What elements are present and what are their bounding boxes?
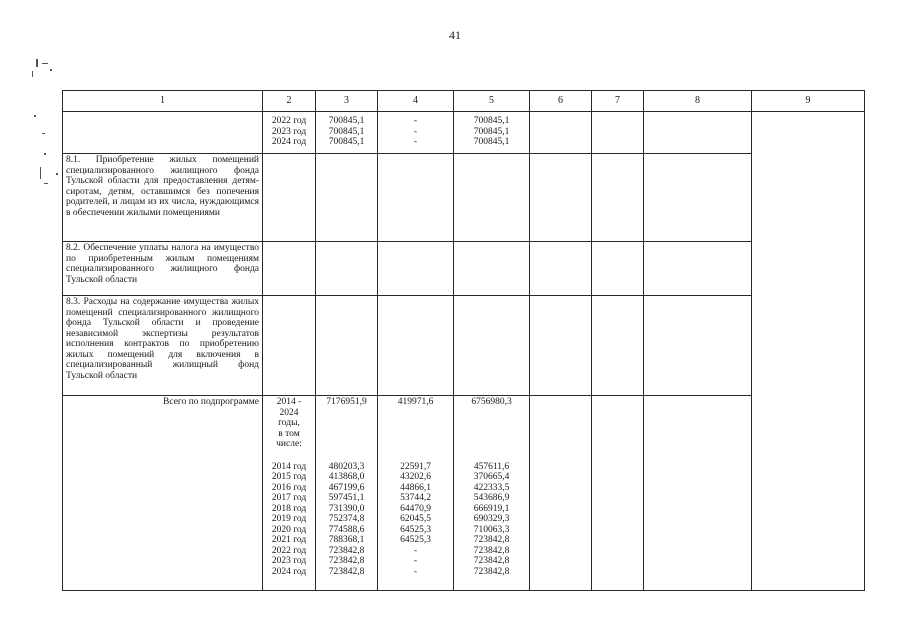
year-label: 2020 год	[271, 524, 307, 535]
amount-value: 543686,9	[473, 493, 510, 503]
amount-cell	[316, 396, 378, 591]
year-label: 2014 год	[271, 461, 307, 472]
amount-value: 64525,3	[400, 535, 431, 545]
amount-cell	[316, 112, 378, 154]
amount-value: 700845,1	[473, 126, 510, 137]
year-label: 2016 год	[271, 482, 307, 493]
amount-value: 43202,6	[400, 472, 431, 482]
column-header: 6	[530, 91, 592, 112]
year-label: 2021 год	[271, 535, 307, 545]
year-cell	[263, 112, 316, 154]
year-label: 2023 год	[271, 556, 307, 566]
amount-value: -	[413, 137, 418, 147]
amount-cell	[378, 396, 454, 591]
amount-value: 64525,3	[400, 524, 431, 535]
continuation-row	[63, 112, 865, 154]
amount-cell	[378, 112, 454, 154]
amount-value: -	[413, 566, 418, 577]
amount-value: 467199,6	[328, 482, 365, 493]
amount-value: 690329,3	[473, 514, 510, 524]
period-label: годы,	[278, 418, 300, 428]
amount-value: 53744,2	[400, 493, 431, 503]
year-cell	[263, 396, 316, 591]
amount-value: 22591,7	[400, 461, 431, 472]
amount-cell	[454, 396, 530, 591]
amount-value: 723842,8	[473, 535, 510, 545]
year-label: 2023 год	[271, 126, 307, 137]
amount-value: 64470,9	[400, 503, 431, 514]
year-label: 2017 год	[271, 493, 307, 503]
amount-value: 62045,5	[400, 514, 431, 524]
amount-value: 413868,0	[328, 472, 365, 482]
period-label: 2024	[279, 407, 299, 418]
amount-value: 700845,1	[473, 137, 510, 147]
amount-value: 774588,6	[328, 524, 365, 535]
amount-value: 700845,1	[328, 116, 365, 126]
period-label: 2014 -	[276, 397, 302, 407]
amount-value: 723842,8	[328, 545, 365, 556]
year-label: 2024 год	[271, 137, 307, 147]
table-row	[63, 154, 865, 242]
amount-value: 723842,8	[473, 545, 510, 556]
amount-cell	[454, 112, 530, 154]
budget-table	[62, 90, 865, 591]
column-header: 7	[592, 91, 644, 112]
amount-value: 700845,1	[328, 126, 365, 137]
column-number-row	[63, 91, 865, 112]
column-header: 5	[454, 91, 530, 112]
item-description: 8.2. Обеспечение уплаты налога на имущество по приобретенным жилым помещениям специализированного жилищного фонда Тульской области	[63, 242, 263, 296]
amount-value: 788368,1	[328, 535, 365, 545]
year-label: 2024 год	[271, 566, 307, 577]
amount-value: 700845,1	[328, 137, 365, 147]
period-total: 7176951,9	[326, 397, 367, 407]
amount-value: 457611,6	[473, 461, 510, 472]
amount-value: 710063,3	[473, 524, 510, 535]
period-label: числе:	[276, 439, 302, 449]
amount-value: 370665,4	[473, 472, 510, 482]
amount-value: 752374,8	[328, 514, 365, 524]
year-label: 2018 год	[271, 503, 307, 514]
table-row	[63, 242, 865, 296]
column-header: 8	[644, 91, 752, 112]
total-label: Всего по подпрограмме	[63, 396, 263, 591]
amount-value: 723842,8	[473, 556, 510, 566]
period-total: 419971,6	[397, 397, 434, 407]
table-row	[63, 296, 865, 396]
amount-value: 666919,1	[473, 503, 510, 514]
scan-margin-marks	[30, 55, 60, 355]
item-description: 8.1. Приобретение жилых помещений специализированного жилищного фонда Тульской области для предоставления детям-сиротам, детям, оставшимся без попечения родителей, и лицам из их числа, нуждающимся в обеспечении жилыми помещениями	[63, 154, 263, 242]
item-description: 8.3. Расходы на содержание имущества жилых помещений специализированного жилищного фонда Тульской области и проведение независимой экспертизы результатов исполнения контрактов по приобретению жилых помещений для включения в специализированный жилищный фонд Тульской области	[63, 296, 263, 396]
year-label: 2019 год	[271, 514, 307, 524]
column-header: 1	[63, 91, 263, 112]
column-header: 9	[752, 91, 865, 112]
amount-value: -	[413, 116, 418, 126]
total-row	[63, 396, 865, 591]
period-label: в том	[278, 428, 300, 439]
amount-value: 597451,1	[328, 493, 365, 503]
amount-value: 723842,8	[328, 556, 365, 566]
period-total: 6756980,3	[471, 397, 512, 407]
amount-value: 731390,0	[328, 503, 365, 514]
page-number: 41	[449, 28, 461, 42]
column-header: 4	[378, 91, 454, 112]
amount-value: -	[413, 126, 418, 137]
amount-value: -	[413, 556, 418, 566]
year-label: 2022 год	[271, 545, 307, 556]
column-header: 3	[316, 91, 378, 112]
column-header: 2	[263, 91, 316, 112]
amount-value: -	[413, 545, 418, 556]
amount-value: 723842,8	[473, 566, 510, 577]
amount-value: 422333,5	[473, 482, 510, 493]
amount-value: 44866,1	[400, 482, 431, 493]
amount-value: 700845,1	[473, 116, 510, 126]
column-9-cell	[752, 112, 865, 591]
amount-value: 723842,8	[328, 566, 365, 577]
year-label: 2015 год	[271, 472, 307, 482]
amount-value: 480203,3	[328, 461, 365, 472]
year-label: 2022 год	[271, 116, 307, 126]
